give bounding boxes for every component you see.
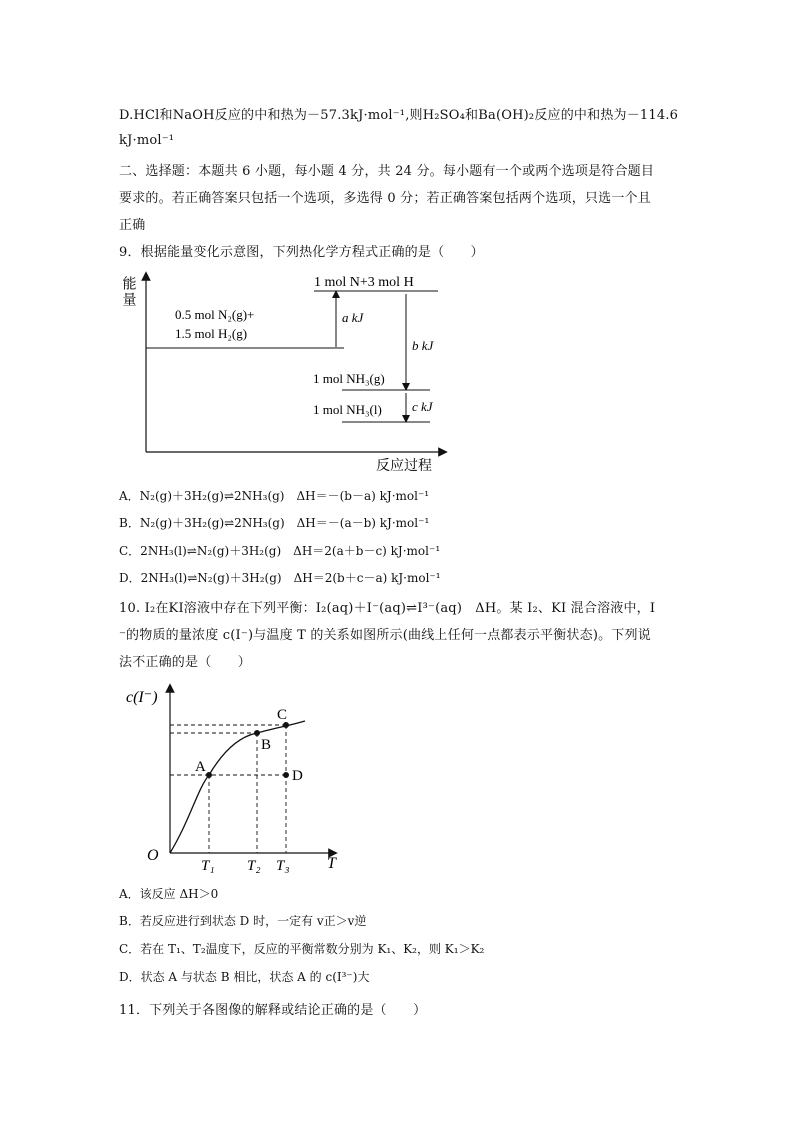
point-d-label: D	[292, 768, 303, 784]
q10-stem-line2: ⁻的物质的量浓度 c(I⁻)与温度 T 的关系如图所示(曲线上任何一点都表示平衡状态)。下列说	[119, 628, 651, 643]
section2-instructions-line1: 二、选择题：本题共 6 小题，每小题 4 分，共 24 分。每小题有一个或两个选项是符合题目	[119, 164, 655, 179]
q10-option-b: B．若反应进行到状态 D 时，一定有 v正＞v逆	[119, 914, 367, 928]
t1-label: T₁	[201, 858, 215, 874]
level-nh3-liquid-label: 1 mol NH₃(l)	[313, 402, 382, 417]
q9-stem: 9．根据能量变化示意图，下列热化学方程式正确的是（ ）	[119, 245, 484, 260]
t2-label: T₂	[247, 858, 261, 874]
q10-option-a: A．该反应 ΔH＞0	[119, 887, 219, 901]
equilibrium-curve	[170, 721, 305, 853]
level-nh3-gas-label: 1 mol NH₃(g)	[313, 371, 385, 386]
q9-option-a: A．N₂(g)＋3H₂(g)⇌2NH₃(g) ΔH＝－(b－a) kJ·mol⁻¹	[119, 489, 430, 503]
q9-option-c: C．2NH₃(l)⇌N₂(g)＋3H₂(g) ΔH＝2(a＋b－c) kJ·mol⁻¹	[119, 544, 441, 558]
section2-instructions-line3: 正确	[119, 218, 146, 233]
q11-stem: 11．下列关于各图像的解释或结论正确的是（ ）	[119, 1003, 427, 1018]
point-a	[206, 772, 212, 778]
q9-option-d: D．2NH₃(l)⇌N₂(g)＋3H₂(g) ΔH＝2(b＋c－a) kJ·mol⁻¹	[119, 571, 441, 585]
section2-instructions-line2: 要求的。若正确答案只包括一个选项，多选得 0 分；若正确答案包括两个选项，只选一个且	[119, 191, 651, 206]
q10-option-c: C．若在 T₁、T₂温度下，反应的平衡常数分别为 K₁、K₂，则 K₁＞K₂	[119, 942, 485, 956]
level-reactants-label2: 1.5 mol H₂(g)	[175, 326, 248, 341]
q10-stem-line1: 10. I₂在KI溶液中存在下列平衡：I₂(aq)＋I⁻(aq)⇌I³⁻(aq) ΔH。某 I₂、KI 混合溶液中，I	[119, 601, 656, 616]
point-d	[283, 772, 289, 778]
point-a-label: A	[195, 759, 206, 775]
q10-concentration-graph	[120, 680, 350, 880]
q9-option-b: B．N₂(g)＋3H₂(g)⇌2NH₃(g) ΔH＝－(a－b) kJ·mol⁻¹	[119, 516, 430, 530]
arrow-b-label: b kJ	[412, 338, 434, 353]
q10-x-label: T	[327, 855, 336, 872]
point-c-label: C	[277, 707, 288, 723]
q10-option-d: D．状态 A 与状态 B 相比，状态 A 的 c(I³⁻)大	[119, 970, 370, 984]
q10-y-label: c(I⁻)	[126, 689, 158, 706]
prev-option-d-line2: kJ·mol⁻¹	[119, 133, 175, 148]
arrow-a-label: a kJ	[342, 310, 364, 325]
q9-energy-diagram	[115, 262, 455, 477]
prev-option-d-line1: D.HCl和NaOH反应的中和热为－57.3kJ·mol⁻¹,则H₂SO₄和Ba(OH)₂反应的中和热为－114.6	[119, 108, 679, 123]
y-axis-label: 能量	[120, 276, 136, 308]
level-top-label: 1 mol N+3 mol H	[314, 275, 414, 290]
t3-label: T₃	[276, 858, 290, 874]
point-b	[254, 730, 260, 736]
q10-stem-line3: 法不正确的是（ ）	[119, 655, 252, 670]
q10-origin-label: O	[147, 847, 159, 864]
point-b-label: B	[261, 737, 272, 753]
arrow-c-label: c kJ	[412, 399, 433, 414]
level-reactants-label1: 0.5 mol N₂(g)+	[175, 307, 255, 322]
x-axis-label: 反应过程	[376, 459, 432, 474]
